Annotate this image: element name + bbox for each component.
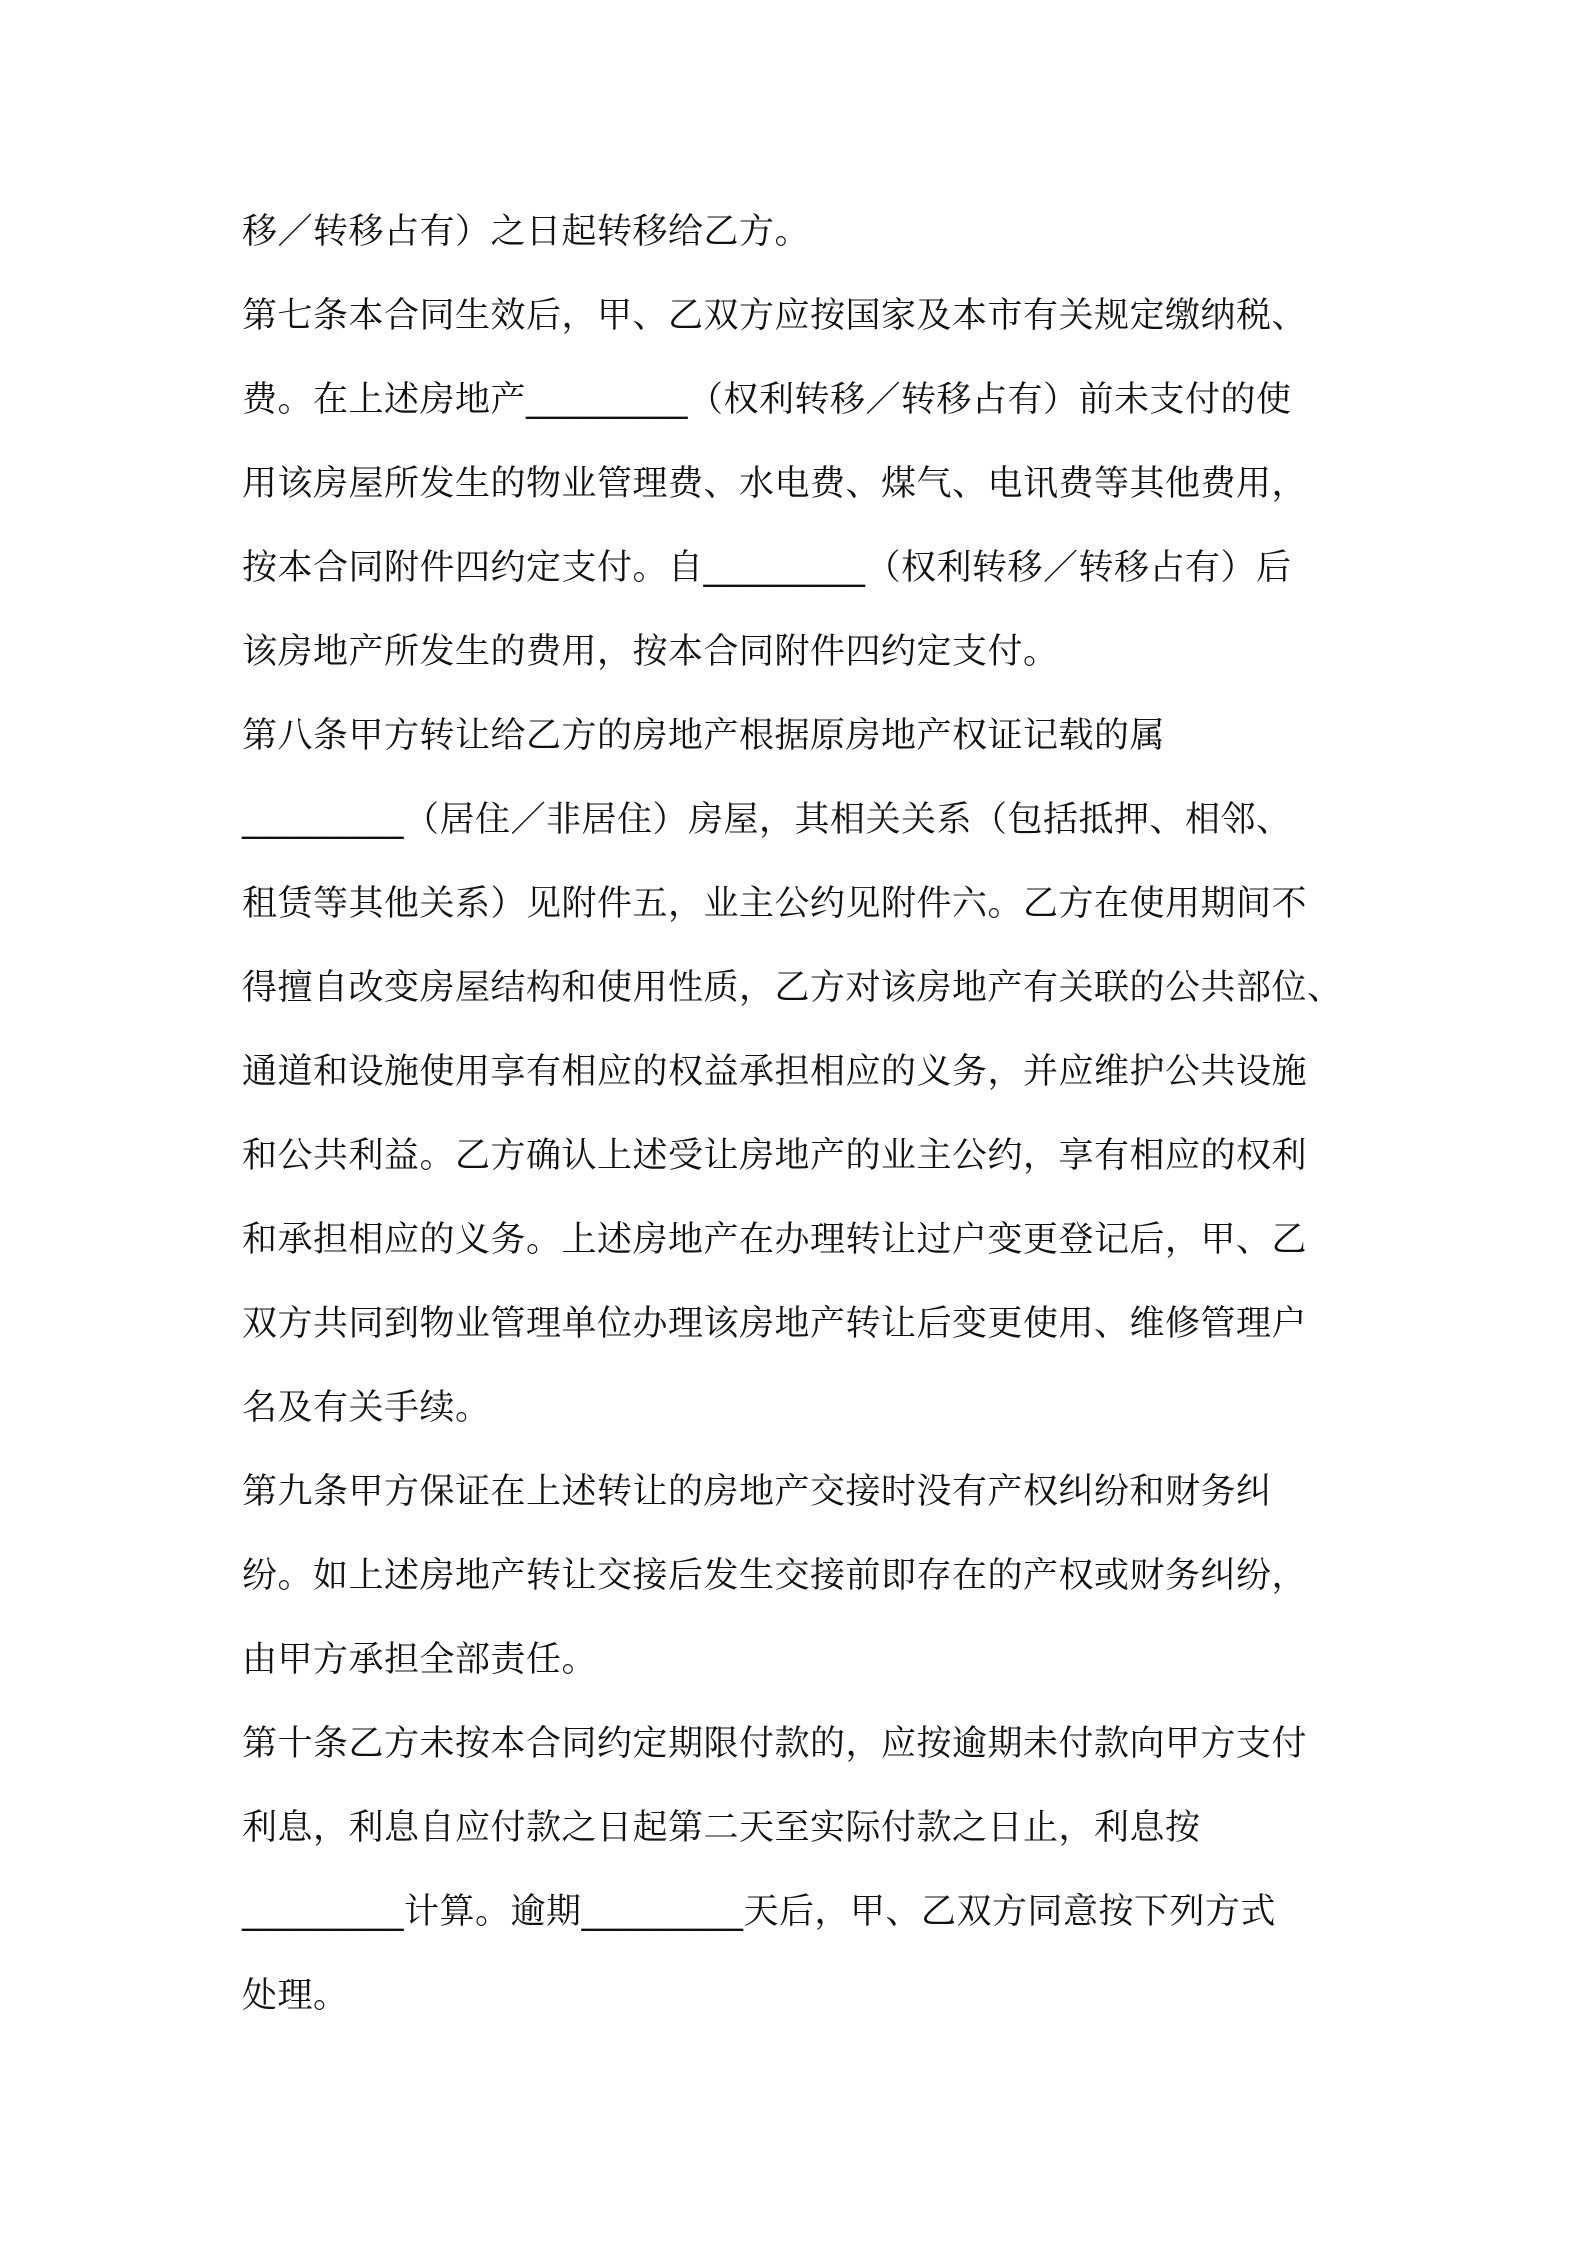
text-line: 得擅自改变房屋结构和使用性质，乙方对该房地产有关联的公共部位、 [242, 968, 1343, 1008]
text-line: 该房地产所发生的费用，按本合同附件四约定支付。 [242, 632, 1059, 672]
text-line: 用该房屋所发生的物业管理费、水电费、煤气、电讯费等其他费用， [242, 464, 1308, 504]
text-line: 和承担相应的义务。上述房地产在办理转让过户变更登记后，甲、乙 [242, 1220, 1308, 1260]
text-line: 按本合同附件四约定支付。自_________（权利转移／转移占有）后 [242, 548, 1292, 588]
text-line: 费。在上述房地产_________（权利转移／转移占有）前未支付的使 [242, 380, 1292, 420]
text-line: 利息，利息自应付款之日起第二天至实际付款之日止，利息按 [242, 1808, 1201, 1848]
text-line: 双方共同到物业管理单位办理该房地产转让后变更使用、维修管理户 [242, 1304, 1308, 1344]
text-line: 第九条甲方保证在上述转让的房地产交接时没有产权纠纷和财务纠 [242, 1472, 1272, 1512]
text-line: _________（居住／非居住）房屋，其相关关系（包括抵押、相邻、 [242, 800, 1292, 840]
text-line: 移／转移占有）之日起转移给乙方。 [242, 212, 811, 252]
text-line: 第七条本合同生效后，甲、乙双方应按国家及本市有关规定缴纳税、 [242, 296, 1308, 336]
text-line: 由甲方承担全部责任。 [242, 1640, 598, 1680]
text-line: 第十条乙方未按本合同约定期限付款的，应按逾期未付款向甲方支付 [242, 1724, 1308, 1764]
text-line: 处理。 [242, 1976, 349, 2016]
text-line: 第八条甲方转让给乙方的房地产根据原房地产权证记载的属 [242, 716, 1166, 756]
contract-text [242, 190, 1362, 2038]
text-line: _________计算。逾期_________天后，甲、乙双方同意按下列方式 [242, 1892, 1277, 1932]
text-line: 名及有关手续。 [242, 1388, 491, 1428]
text-line: 租赁等其他关系）见附件五，业主公约见附件六。乙方在使用期间不 [242, 884, 1308, 924]
text-line: 和公共利益。乙方确认上述受让房地产的业主公约，享有相应的权利 [242, 1136, 1308, 1176]
text-line: 纷。如上述房地产转让交接后发生交接前即存在的产权或财务纠纷， [242, 1556, 1308, 1596]
text-line: 通道和设施使用享有相应的权益承担相应的义务，并应维护公共设施 [242, 1052, 1308, 1092]
